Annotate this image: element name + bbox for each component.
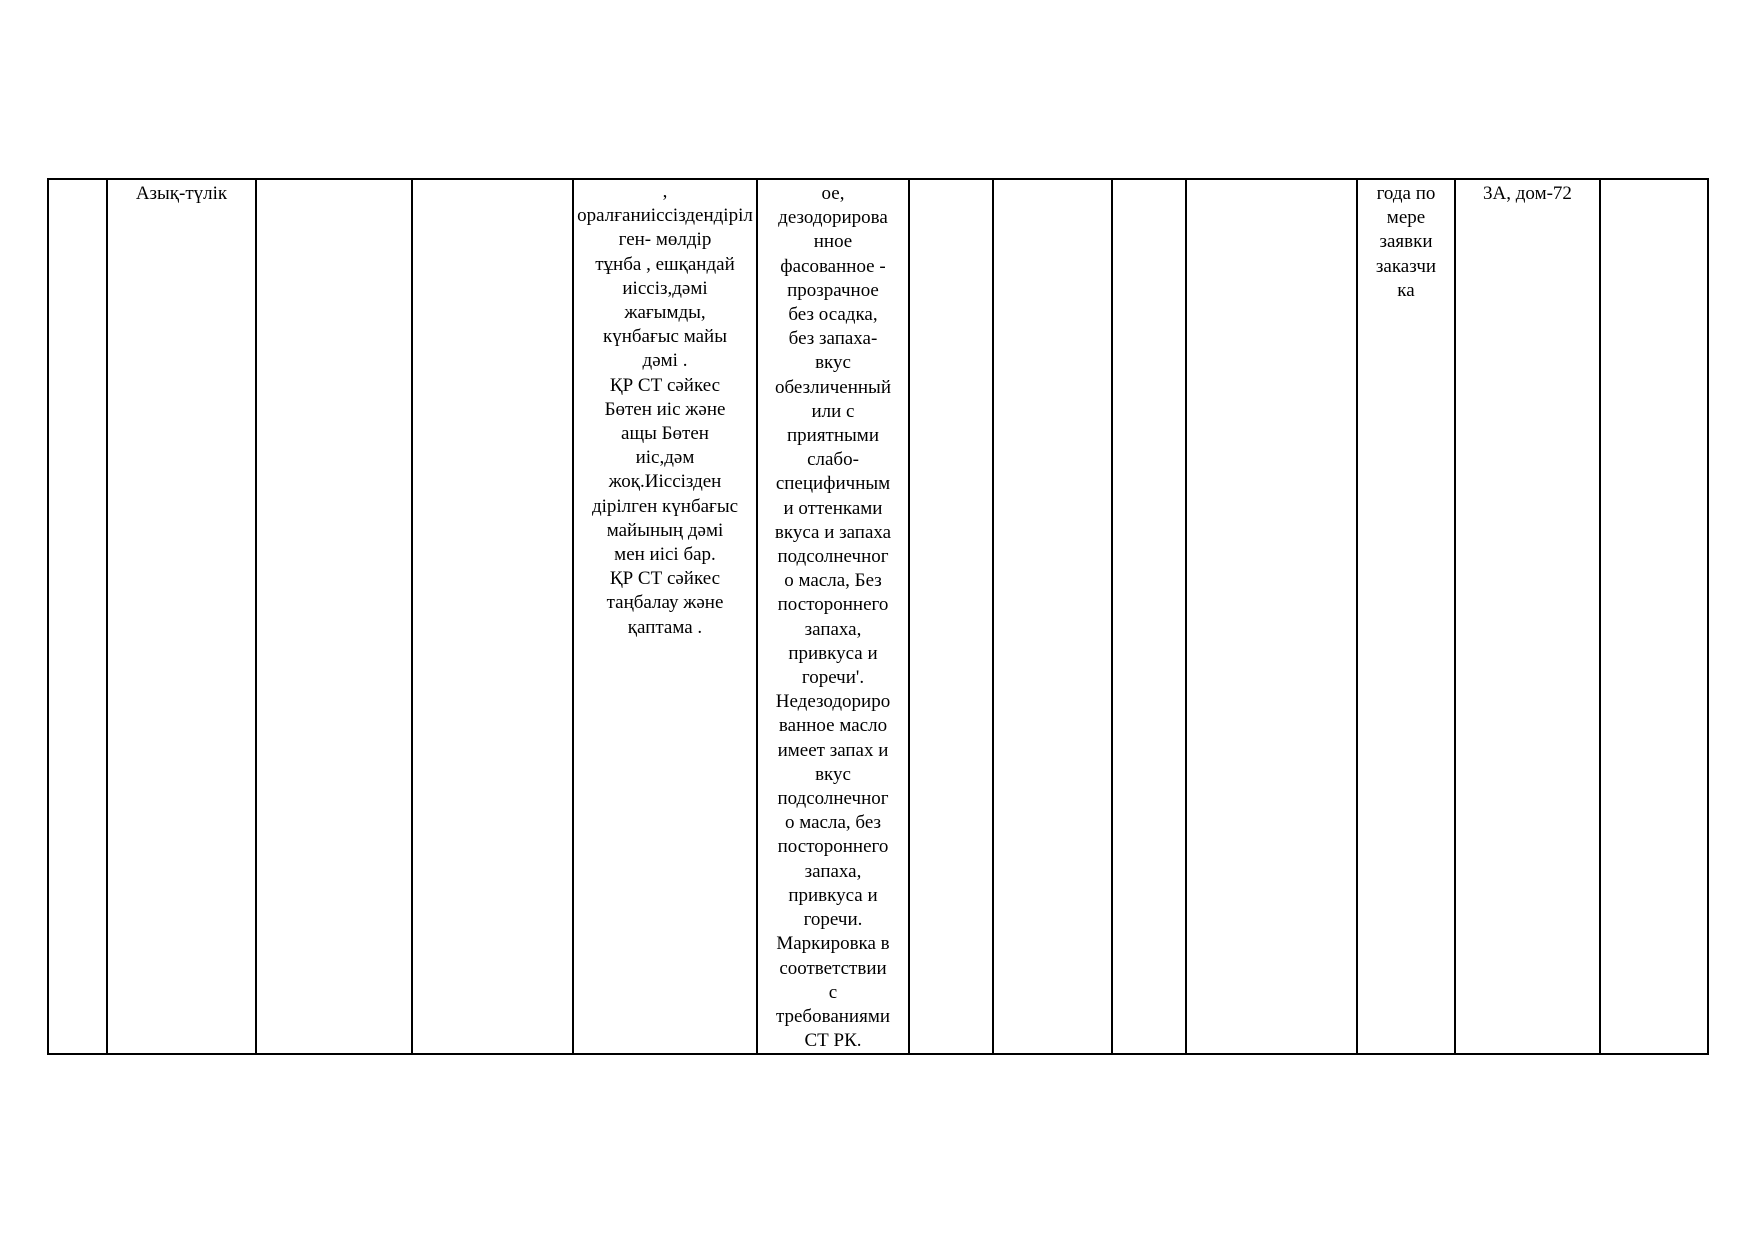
cell-empty-9 [1112,179,1186,1054]
procurement-table [47,178,1709,1055]
cell-spec-russian [757,179,909,1054]
cell-number [48,179,107,1054]
cell-address [1455,179,1600,1054]
cell-product-name [107,179,256,1054]
cell-empty-7 [909,179,993,1054]
cell-empty-3 [256,179,412,1054]
spec-russian-text: ое, дезодорирова нное фасованное - прозрачное без осадка, без запаха- вкус обезличенный или с приятными слабо- специфичным и оттенками вкуса и запаха подсолнечног о масла, Без постороннего запаха, привкуса и горечи'. Недезодориро ванное масло имеет запах и вкус подсолнечног о масла, без постороннего запаха, привкуса и горечи. Маркировка в соответствии с требованиями СТ РК. [774,183,892,1052]
cell-empty-4 [412,179,573,1054]
delivery-term-text: года по мере заявки заказчи ка [1375,183,1437,301]
product-name-text: Азық-түлік [135,183,228,204]
spec-kazakh-text: , оралғаниіссіздендіріл ген- мөлдір тұнба , ешқандай иіссіз,дәмі жағымды, күнбағыс майы дәмі . ҚР СТ сәйкес Бөтен иіс және ащы Бөтен иіс,дәм жоқ.Иіссізден дірілген күнбағыс майының дәмі мен иісі бар. ҚР СТ сәйкес таңбалау және қаптама . [577,181,753,638]
cell-delivery-term [1357,179,1455,1054]
cell-empty-8 [993,179,1112,1054]
cell-empty-13 [1600,179,1708,1054]
table-row [48,179,1708,1054]
address-text: 3А, дом-72 [1483,183,1572,204]
cell-spec-kazakh [573,179,757,1054]
cell-empty-10 [1186,179,1357,1054]
